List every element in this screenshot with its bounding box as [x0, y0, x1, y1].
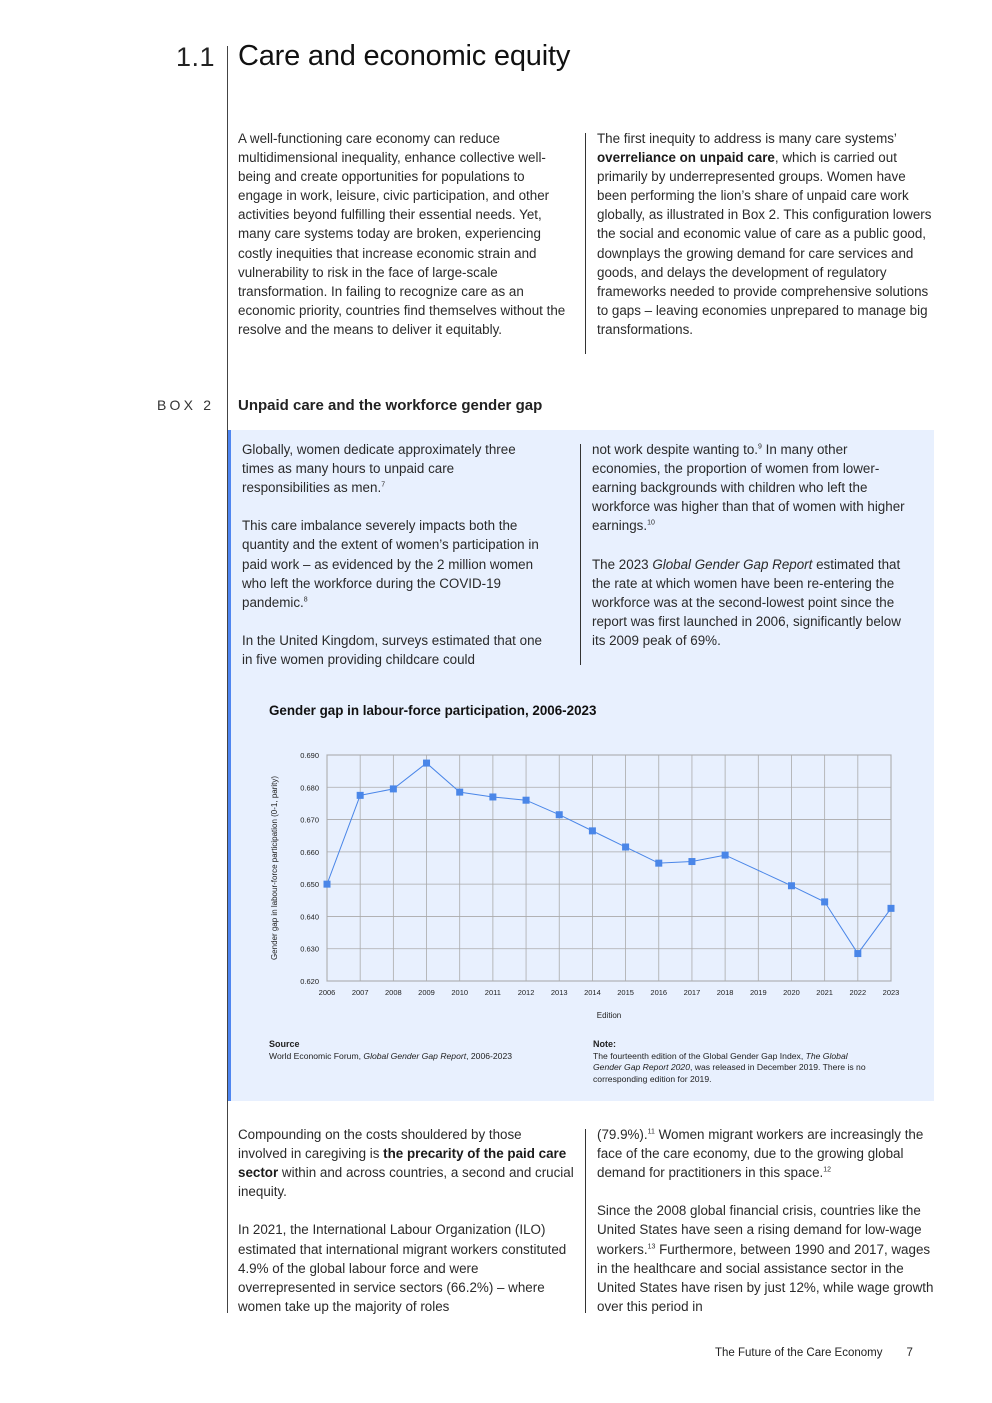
x-tick-label: 2022: [849, 988, 867, 997]
lower-paragraph: In 2021, the International Labour Organization (ILO) estimated that international migrant workers constituted 4.9% of the global labour force and were overrepresented in service sectors (66.2%) – where women take up the majority of roles: [238, 1222, 567, 1314]
lower-column-divider: [585, 1129, 586, 1313]
box-right-column: [592, 440, 914, 650]
x-tick-label: 2013: [550, 988, 568, 997]
data-point: [888, 905, 895, 912]
box-paragraph: Globally, women dedicate approximately three times as many hours to unpaid care responsibilities as men.$^7$: [242, 442, 516, 496]
x-tick-label: 2018: [716, 988, 734, 997]
x-tick-label: 2021: [816, 988, 833, 997]
data-point: [324, 881, 331, 888]
x-tick-label: 2015: [617, 988, 634, 997]
note-heading: Note:: [593, 1039, 616, 1049]
lower-paragraph: Compounding on the costs shouldered by those involved in caregiving is the precarity of the paid care sector within and across countries, a second and crucial inequity.: [238, 1127, 574, 1200]
column-divider: [585, 133, 586, 354]
x-tick-label: 2011: [484, 988, 501, 997]
box-column-divider: [580, 444, 581, 665]
intro-right-paragraph: The first inequity to address is many care systems’ overreliance on unpaid care, which is carried out primarily by underrepresented groups. Women have been performing the lion’s share of unpaid care work globally, as illustrated in Box 2. This configuration lowers the social and economic value of care as a public good, downplays the growing demand for care services and goods, and delays the development of regulatory frameworks needed to provide comprehensive solutions to gaps – leaving economies unprepared to manage big transformations.: [597, 131, 932, 337]
emphasis-precarity: the precarity of the paid care sector: [238, 1146, 567, 1181]
x-axis-label: Edition: [596, 1011, 622, 1020]
x-tick-label: 2016: [650, 988, 668, 997]
intro-left-paragraph: A well-functioning care economy can reduce multidimensional inequality, enhance collective well-being and create opportunities for populations to engage in work, leisure, civic participation, and other activities beyond fulfilling their essential needs. Yet, many care systems today are broken, experiencing costly inequities that increase economic strain and vulnerability to risk in the face of large-scale transformation. In failing to recognize care as an economic priority, countries find themselves without the resolve and the means to deliver it equitably.: [238, 131, 566, 337]
box-paragraph: not work despite wanting to.$^9$ In many other economies, the proportion of women from lower-earning backgrounds with children who left the workforce was higher than that of women with higher earnings.$^{10}$: [592, 442, 905, 534]
y-tick-label: 0.680: [300, 783, 319, 793]
data-point: [688, 858, 695, 865]
data-point: [390, 785, 397, 792]
x-tick-label: 2019: [749, 988, 767, 997]
y-tick-label: 0.620: [300, 977, 319, 986]
chart-title: Gender gap in labour-force participation, 2006-2023: [269, 703, 597, 718]
y-tick-label: 0.670: [300, 815, 319, 825]
y-tick-label: 0.660: [300, 847, 319, 857]
data-point: [556, 811, 563, 818]
data-point: [854, 950, 861, 957]
box-paragraph: The 2023 Global Gender Gap Report estimated that the rate at which women have been re-entering the workforce was at the second-lowest point since the report was first launched in 2006, significantly below its 2009 peak of 69%.: [592, 556, 901, 648]
box-title: Unpaid care and the workforce gender gap: [238, 397, 543, 414]
x-tick-label: 2006: [318, 988, 336, 997]
y-tick-label: 0.690: [300, 751, 319, 760]
y-tick-label: 0.650: [300, 880, 319, 890]
lower-left-column: [238, 1125, 574, 1316]
y-tick-label: 0.640: [300, 912, 319, 922]
page-footer: [715, 1347, 913, 1359]
source-heading: Source: [269, 1039, 300, 1049]
box-paragraph: This care imbalance severely impacts both the quantity and the extent of women’s participation in paid work – as evidenced by the 2 million women who left the workforce during the COVID-19 pandemic.$^8$: [242, 518, 539, 610]
plot-area: [327, 755, 891, 981]
x-tick-label: 2008: [385, 988, 402, 997]
intro-right-column: [597, 129, 935, 339]
x-tick-label: 2023: [882, 988, 900, 997]
data-point: [489, 793, 496, 800]
data-point: [523, 797, 530, 804]
emphasis-unpaid-care: overreliance on unpaid care: [597, 150, 775, 166]
line-chart: [262, 740, 922, 1030]
data-point: [589, 827, 596, 834]
x-tick-label: 2012: [517, 988, 535, 997]
section-rule-lower: [227, 1101, 228, 1313]
lower-paragraph: Since the 2008 global financial crisis, countries like the United States have seen a rising demand for low-wage workers.$^{13}$ Furthermore, between 1990 and 2017, wages in the healthcare and social assistance sector in the United States have risen by just 12%, while wage growth over this period in: [597, 1203, 934, 1314]
data-point: [357, 792, 364, 799]
footer-title: The Future of the Care Economy: [715, 1347, 883, 1359]
data-point: [722, 852, 729, 859]
box-label: BOX 2: [157, 397, 215, 413]
data-point: [423, 760, 430, 767]
data-point: [788, 882, 795, 889]
x-tick-label: 2009: [418, 988, 435, 997]
data-point: [821, 898, 828, 905]
y-axis-label: Gender gap in labour-force participation (0-1, parity): [270, 775, 279, 961]
x-tick-label: 2017: [683, 988, 701, 997]
x-tick-label: 2007: [351, 988, 369, 997]
note-text: The fourteenth edition of the Global Gender Gap Index, The Global Gender Gap Report 2020, was released in December 2019. There is no corresponding edition for 2019.: [593, 1051, 866, 1084]
box-left-column: [242, 440, 542, 669]
section-number: 1.1: [176, 42, 216, 72]
section-title: Care and economic equity: [238, 40, 571, 72]
lower-right-column: [597, 1125, 935, 1316]
data-point: [622, 844, 629, 851]
data-point: [655, 860, 662, 867]
data-point: [456, 789, 463, 796]
x-tick-label: 2020: [783, 988, 800, 997]
source-text: World Economic Forum, Global Gender Gap Report, 2006-2023: [269, 1051, 512, 1061]
box-paragraph: In the United Kingdom, surveys estimated that one in five women providing childcare could: [242, 632, 542, 668]
lower-paragraph: (79.9%).$^{11}$ Women migrant workers are increasingly the face of the care economy, due to the growing global demand for practitioners in this space.$^{12}$: [597, 1127, 924, 1181]
x-tick-label: 2014: [584, 988, 601, 997]
y-tick-label: 0.630: [300, 944, 319, 954]
page-number: 7: [906, 1347, 913, 1359]
intro-left-column: [238, 129, 572, 339]
x-tick-label: 2010: [451, 988, 469, 997]
